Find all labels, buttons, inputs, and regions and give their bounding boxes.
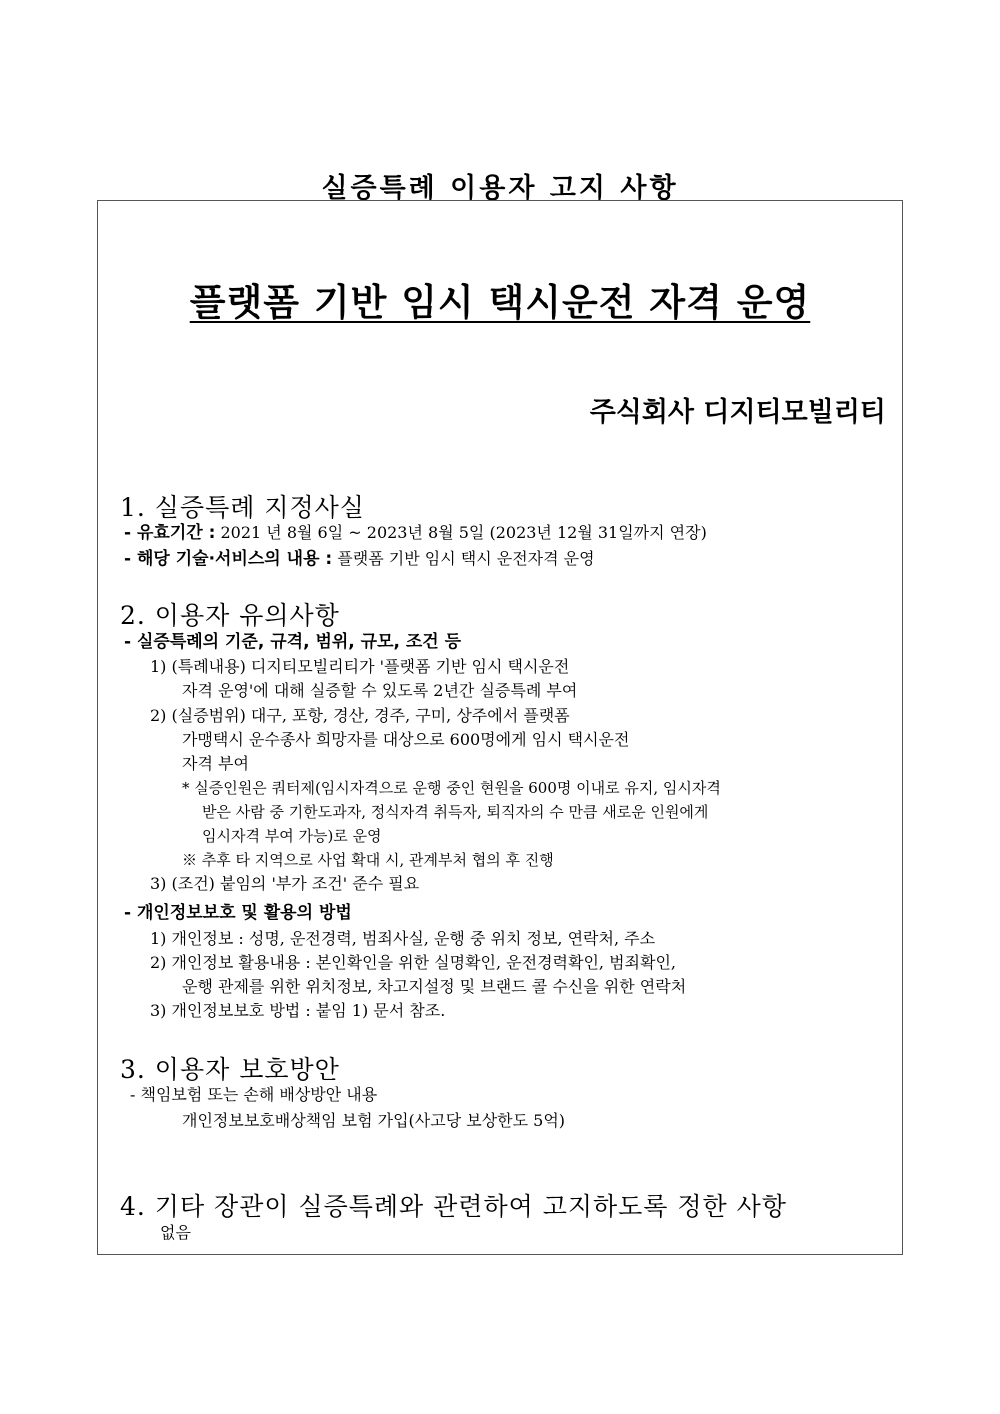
document-title: 플랫폼 기반 임시 택시운전 자격 운영 — [189, 281, 811, 324]
service-line — [124, 548, 595, 570]
service-text: 플랫폼 기반 임시 택시 운전자격 운영 — [332, 549, 595, 568]
service-label: - 해당 기술·서비스의 내용 : — [124, 549, 333, 569]
protection-line-2: 개인정보보호배상책임 보험 가입(사고당 보상한도 5억) — [182, 1111, 566, 1130]
privacy-subheading: - 개인정보보호 및 활용의 방법 — [124, 903, 352, 923]
privacy-line-4: 3) 개인정보보호 방법 : 붙임 1) 문서 참조. — [150, 1001, 446, 1020]
section-1-heading: 1. 실증특례 지정사실 — [120, 493, 365, 522]
criteria-note-3: 임시자격 부여 가능)로 운영 — [202, 827, 382, 845]
section-4-heading: 4. 기타 장관이 실증특례와 관련하여 고지하도록 정한 사항 — [120, 1192, 787, 1221]
notice-header: 실증특례 이용자 고지 사항 — [321, 173, 679, 204]
criteria-line-2: 자격 운영'에 대해 실증할 수 있도록 2년간 실증특례 부여 — [182, 681, 578, 700]
privacy-line-3: 운행 관제를 위한 위치정보, 차고지설정 및 브랜드 콜 수신을 위한 연락처 — [182, 977, 687, 996]
privacy-line-2: 2) 개인정보 활용내용 : 본인확인을 위한 실명확인, 운전경력확인, 범죄확인, — [150, 953, 676, 972]
criteria-line-5: 자격 부여 — [182, 754, 249, 773]
criteria-note-1: * 실증인원은 쿼터제(임시자격으로 운행 중인 현원을 600명 이내로 유지, 임시자격 — [182, 779, 721, 797]
criteria-note-2: 받은 사람 중 기한도과자, 정식자격 취득자, 퇴직자의 수 만큼 새로운 인원에게 — [202, 803, 709, 821]
validity-text: 2021 년 8월 6일 ~ 2023년 8월 5일 (2023년 12월 31일까지 연장) — [215, 523, 707, 542]
criteria-note-4: ※ 추후 타 지역으로 사업 확대 시, 관계부처 협의 후 진행 — [182, 851, 554, 869]
criteria-line-3: 2) (실증범위) 대구, 포항, 경산, 경주, 구미, 상주에서 플랫폼 — [150, 706, 570, 725]
section-3-heading: 3. 이용자 보호방안 — [120, 1055, 340, 1084]
validity-label: - 유효기간 : — [124, 523, 216, 543]
company-name: 주식회사 디지티모빌리티 — [589, 397, 886, 428]
criteria-line-6: 3) (조건) 붙임의 '부가 조건' 준수 필요 — [150, 874, 420, 893]
criteria-subheading: - 실증특례의 기준, 규격, 범위, 규모, 조건 등 — [124, 632, 462, 652]
section-2-heading: 2. 이용자 유의사항 — [120, 601, 340, 630]
privacy-line-1: 1) 개인정보 : 성명, 운전경력, 범죄사실, 운행 중 위치 정보, 연락처, 주소 — [150, 929, 656, 948]
validity-line — [124, 522, 707, 544]
criteria-line-1: 1) (특례내용) 디지티모빌리티가 '플랫폼 기반 임시 택시운전 — [150, 657, 570, 676]
other-line-1: 없음 — [160, 1223, 191, 1242]
criteria-line-4: 가맹택시 운수종사 희망자를 대상으로 600명에게 임시 택시운전 — [182, 730, 630, 749]
protection-line-1: - 책임보험 또는 손해 배상방안 내용 — [130, 1085, 378, 1104]
